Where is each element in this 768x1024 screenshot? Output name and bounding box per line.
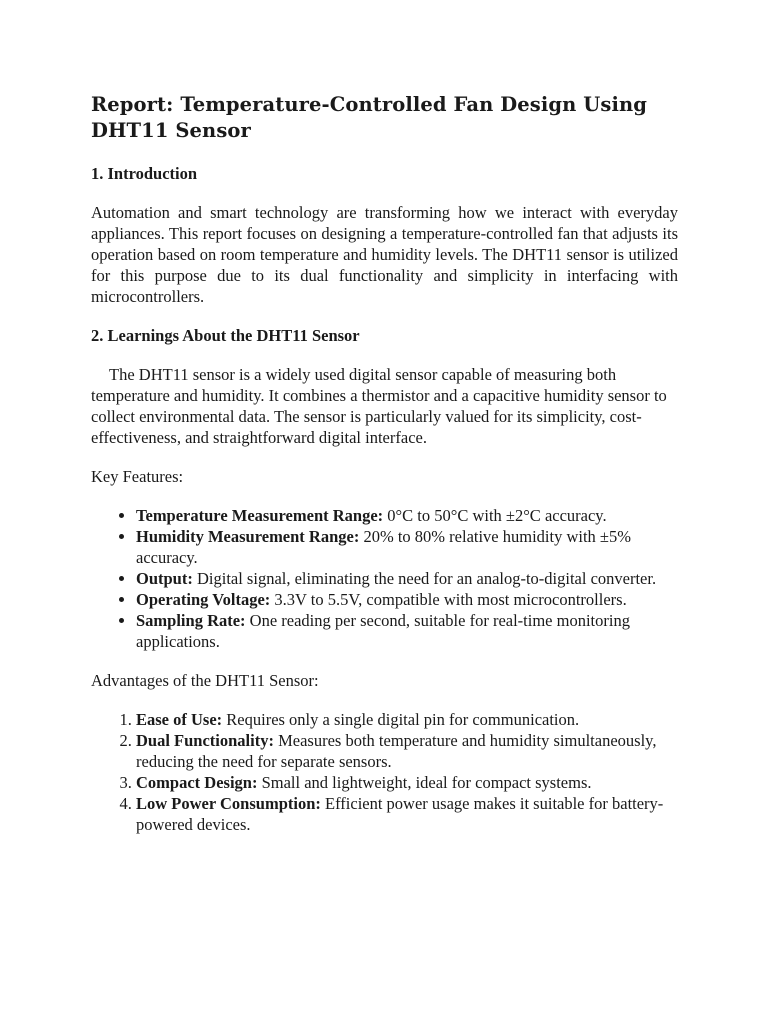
advantage-term: Dual Functionality: bbox=[136, 731, 274, 750]
section-heading-introduction: 1. Introduction bbox=[91, 164, 198, 183]
advantage-text: Efficient power usage makes it suitable for battery-powered devices. bbox=[136, 794, 664, 834]
feature-term: Sampling Rate: bbox=[136, 611, 246, 630]
advantage-text: Measures both temperature and humidity simultaneously, reducing the need for separate sensors. bbox=[136, 731, 657, 771]
feature-text: 3.3V to 5.5V, compatible with most microcontrollers. bbox=[270, 590, 627, 609]
feature-term: Humidity Measurement Range: bbox=[136, 527, 360, 546]
list-item bbox=[136, 505, 678, 526]
advantage-text: Requires only a single digital pin for communication. bbox=[222, 710, 580, 729]
key-features-label: Key Features: bbox=[91, 467, 184, 486]
feature-term: Temperature Measurement Range: bbox=[136, 506, 384, 525]
introduction-paragraph: Automation and smart technology are transforming how we interact with everyday appliances. This report focuses on designing a temperature-controlled fan that adjusts its operation based on room temperature and humidity levels. The DHT11 sensor is utilized for this purpose due to its dual functionality and simplicity in interfacing with microcontrollers. bbox=[91, 203, 678, 306]
list-item bbox=[136, 610, 678, 652]
feature-term: Operating Voltage: bbox=[136, 590, 271, 609]
list-item bbox=[136, 730, 678, 772]
dht11-overview-paragraph: The DHT11 sensor is a widely used digital sensor capable of measuring both temperature and humidity. It combines a thermistor and a capacitive humidity sensor to collect environmental data. The sensor is particularly valued for its simplicity, cost-effectiveness, and straightforward digital interface. bbox=[91, 365, 667, 447]
advantage-term: Low Power Consumption: bbox=[136, 794, 321, 813]
feature-text: 20% to 80% relative humidity with ±5% accuracy. bbox=[136, 527, 631, 567]
advantage-term: Ease of Use: bbox=[136, 710, 223, 729]
report-title: Report: Temperature-Controlled Fan Design Using DHT11 Sensor bbox=[91, 93, 647, 142]
key-features-list bbox=[91, 505, 678, 652]
section-heading-learnings: 2. Learnings About the DHT11 Sensor bbox=[91, 326, 360, 345]
list-item bbox=[136, 526, 678, 568]
document-page bbox=[91, 92, 678, 853]
advantages-label: Advantages of the DHT11 Sensor: bbox=[91, 671, 319, 690]
advantage-text: Small and lightweight, ideal for compact systems. bbox=[257, 773, 592, 792]
list-item bbox=[136, 568, 678, 589]
list-item bbox=[136, 709, 678, 730]
list-item bbox=[136, 589, 678, 610]
feature-term: Output: bbox=[136, 569, 193, 588]
list-item bbox=[136, 793, 678, 835]
list-item bbox=[136, 772, 678, 793]
feature-text: Digital signal, eliminating the need for an analog-to-digital converter. bbox=[192, 569, 657, 588]
feature-text: One reading per second, suitable for real-time monitoring applications. bbox=[136, 611, 630, 651]
advantage-term: Compact Design: bbox=[136, 773, 258, 792]
feature-text: 0°C to 50°C with ±2°C accuracy. bbox=[383, 506, 607, 525]
advantages-list bbox=[91, 709, 678, 835]
